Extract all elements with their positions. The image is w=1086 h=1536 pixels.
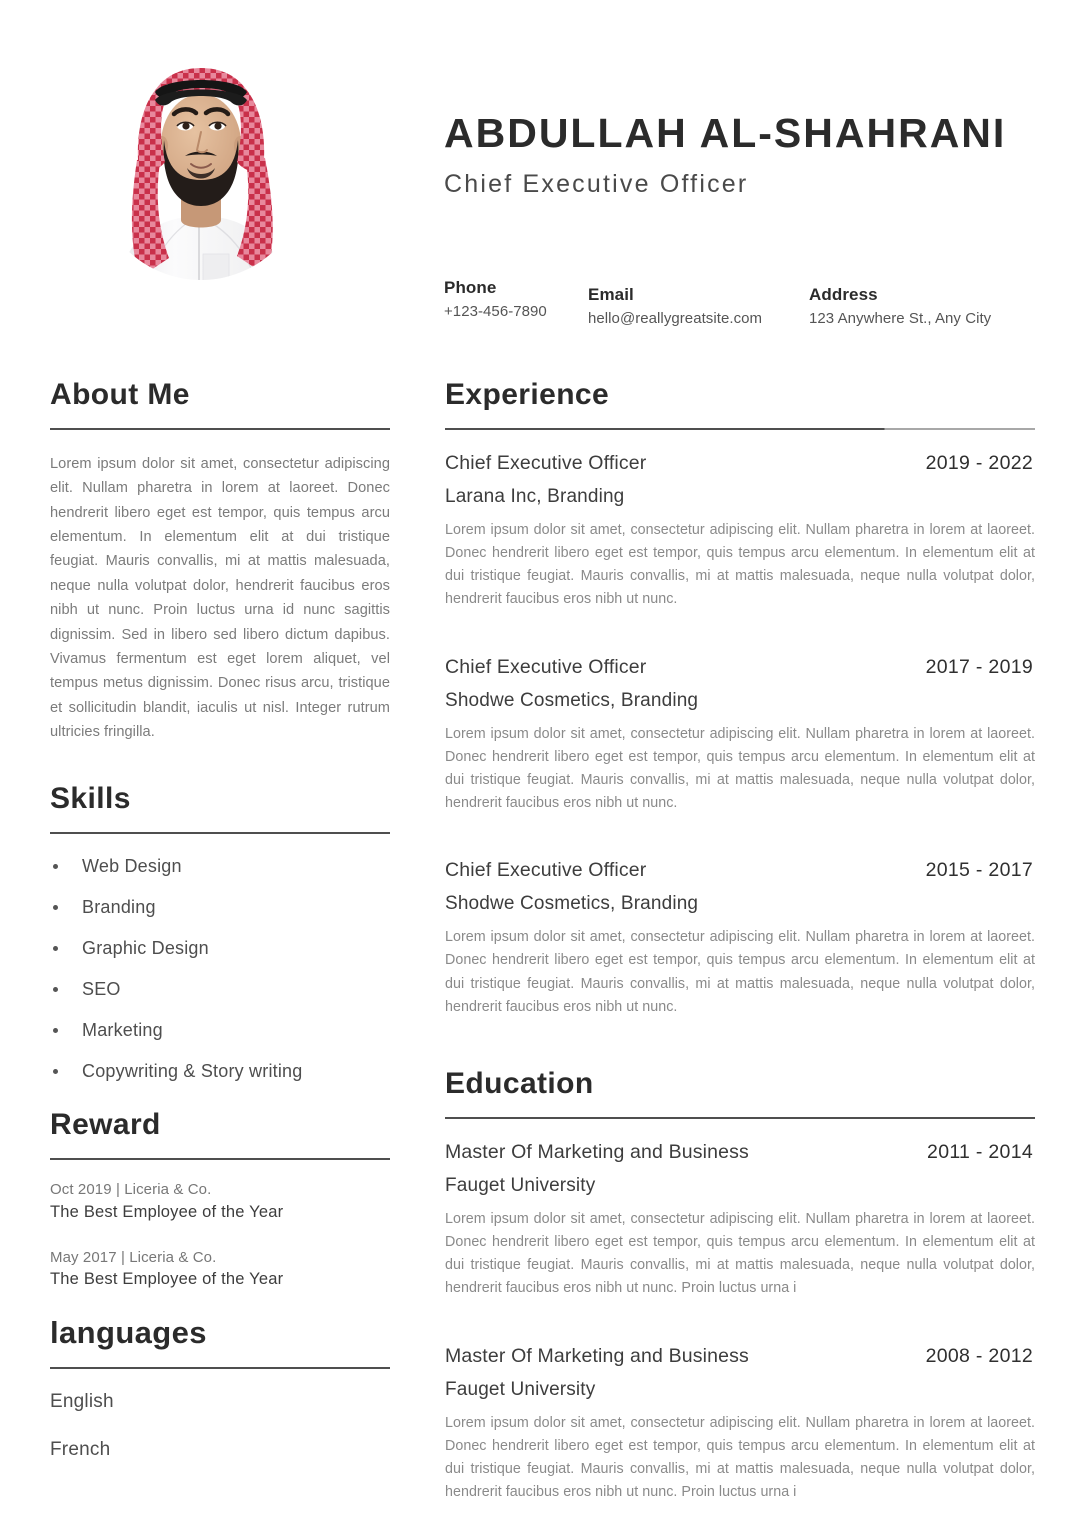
languages-divider xyxy=(50,1367,390,1369)
page-title: ABDULLAH AL-SHAHRANI xyxy=(444,110,1007,156)
skills-heading: Skills xyxy=(50,782,131,816)
entry-role: Chief Executive Officer xyxy=(445,859,647,882)
list-item: Branding xyxy=(50,897,390,918)
entry-organization: Shodwe Cosmetics, Branding xyxy=(445,689,699,711)
reward-divider xyxy=(50,1158,390,1160)
main-column xyxy=(445,378,1035,1532)
section-skills xyxy=(50,782,390,1082)
contact-info xyxy=(444,276,1044,336)
entry-organization: Shodwe Cosmetics, Branding xyxy=(445,893,699,915)
entry-role: Chief Executive Officer xyxy=(445,452,647,474)
spacer xyxy=(445,843,1035,859)
about-me-text: Lorem ipsum dolor sit amet, consectetur adipiscing elit. Nullam pharetra in lorem at laoreet. Donec hendrerit libero eget est tempor, quis tempus arcu elementum. In elementum elit at dui tristique feugiat. Mauris convallis, mi at mattis malesuada, neque nulla volutpat dolor, hendrerit faucibus eros nibh ut nunc. Proin luctus urna id nunc sagittis dignissim. Sed in libero sed libero dictum dapibus. Vivamus fermentum est eget lorem aliquet, vel tempus metus dignissim. Donec risus arcu, tristique et sollicitudin blandit, iaculis ut nisl. Integer rutrum ultricies fringilla. xyxy=(50,456,390,740)
skills-divider xyxy=(50,832,390,834)
list-item: SEO xyxy=(50,979,390,1000)
experience-heading: Experience xyxy=(445,378,610,411)
experience-entry xyxy=(445,859,1035,1019)
entry-role: Chief Executive Officer xyxy=(445,655,647,678)
education-heading: Education xyxy=(445,1066,594,1100)
education-list xyxy=(445,1141,1035,1504)
name-block xyxy=(444,112,1044,199)
entry-institution: Fauget University xyxy=(445,1174,596,1196)
section-about-me xyxy=(50,378,390,744)
entry-header xyxy=(445,656,1035,679)
job-title: Chief Executive Officer xyxy=(444,170,749,199)
list-item: Marketing xyxy=(50,1020,390,1041)
list-item: English xyxy=(50,1391,114,1413)
languages-list xyxy=(50,1391,390,1461)
spacer xyxy=(445,1329,1035,1345)
languages-heading: languages xyxy=(50,1315,207,1351)
reward-heading: Reward xyxy=(50,1108,161,1142)
entry-header xyxy=(445,1345,1035,1368)
education-divider xyxy=(445,1117,1035,1119)
section-reward xyxy=(50,1108,390,1290)
experience-entry xyxy=(445,452,1035,612)
entry-description: Lorem ipsum dolor sit amet, consectetur adipiscing elit. Nullam pharetra in lorem at laoreet. Donec hendrerit libero eget est tempor, quis tempus arcu elementum. In elementum elit at dui tristique feugiat. Mauris convallis, mi at mattis malesuada, neque nulla volutpat dolor, hendrerit faucibus eros nibh ut nunc. xyxy=(445,725,1035,812)
contact-email xyxy=(588,285,762,327)
sidebar-column xyxy=(50,378,390,1487)
section-education xyxy=(445,1067,1035,1504)
list-item: French xyxy=(50,1439,111,1461)
about-me-heading: About Me xyxy=(50,378,190,411)
reward-list xyxy=(50,1180,390,1290)
list-item: Web Design xyxy=(50,856,390,877)
entry-description: Lorem ipsum dolor sit amet, consectetur adipiscing elit. Nullam pharetra in lorem at laoreet. Donec hendrerit libero eget est tempor, quis tempus arcu elementum. In elementum elit at dui tristique feugiat. Mauris convallis, mi at mattis malesuada, neque nulla volutpat dolor, hendrerit faucibus eros nibh ut nunc. Proin luctus urna i xyxy=(445,1210,1035,1297)
list-item: Graphic Design xyxy=(50,938,390,959)
contact-email-value[interactable]: hello@reallygreatsite.com xyxy=(588,310,763,327)
contact-phone-value[interactable]: +123-456-7890 xyxy=(444,303,547,320)
entry-degree: Master Of Marketing and Business xyxy=(445,1344,749,1367)
experience-list xyxy=(445,452,1035,1019)
contact-address-label: Address xyxy=(809,285,878,304)
contact-phone-label: Phone xyxy=(444,278,497,297)
education-entry xyxy=(445,1345,1035,1505)
contact-phone xyxy=(444,278,547,320)
entry-date: 2011 - 2014 xyxy=(927,1140,1033,1163)
entry-description: Lorem ipsum dolor sit amet, consectetur adipiscing elit. Nullam pharetra in lorem at laoreet. Donec hendrerit libero eget est tempor, quis tempus arcu elementum. In elementum elit at dui tristique feugiat. Mauris convallis, mi at mattis malesuada, neque nulla volutpat dolor, hendrerit faucibus eros nibh ut nunc. Proin luctus urna i xyxy=(445,1414,1035,1500)
skills-list xyxy=(50,856,390,1082)
experience-entry xyxy=(445,656,1035,816)
about-me-divider xyxy=(50,428,390,430)
list-item xyxy=(50,1180,390,1223)
entry-date: 2008 - 2012 xyxy=(925,1344,1033,1367)
entry-degree: Master Of Marketing and Business xyxy=(445,1140,749,1163)
education-entry xyxy=(445,1141,1035,1301)
reward-title: The Best Employee of the Year xyxy=(50,1270,284,1289)
section-experience xyxy=(445,378,1035,1019)
entry-header xyxy=(445,1141,1035,1164)
resume-header xyxy=(0,0,1086,360)
contact-email-label: Email xyxy=(588,285,634,304)
section-languages xyxy=(50,1316,390,1461)
experience-divider xyxy=(445,428,1035,430)
entry-organization: Larana Inc, Branding xyxy=(445,486,625,507)
entry-header xyxy=(445,859,1035,882)
contact-address xyxy=(809,285,991,327)
list-item: Copywriting & Story writing xyxy=(50,1061,390,1082)
entry-date: 2019 - 2022 xyxy=(925,452,1033,474)
list-item xyxy=(50,1248,390,1291)
avatar xyxy=(95,40,307,308)
entry-description: Lorem ipsum dolor sit amet, consectetur adipiscing elit. Nullam pharetra in lorem at laoreet. Donec hendrerit libero eget est tempor, quis tempus arcu elementum. In elementum elit at dui tristique feugiat. Mauris convallis, mi at mattis malesuada, neque nulla volutpat dolor, hendrerit faucibus eros nibh ut nunc. xyxy=(445,929,1035,1015)
entry-date: 2017 - 2019 xyxy=(925,655,1033,678)
reward-meta: Oct 2019 | Liceria & Co. xyxy=(50,1181,212,1199)
spacer xyxy=(445,640,1035,656)
entry-header xyxy=(445,452,1035,475)
reward-meta: May 2017 | Liceria & Co. xyxy=(50,1248,217,1266)
contact-address-value: 123 Anywhere St., Any City xyxy=(809,310,992,327)
entry-description: Lorem ipsum dolor sit amet, consectetur adipiscing elit. Nullam pharetra in lorem at laoreet. Donec hendrerit libero eget est tempor, quis tempus arcu elementum. In elementum elit at dui tristique feugiat. Mauris convallis, mi at mattis malesuada, neque nulla volutpat dolor, hendrerit faucibus eros nibh ut nunc. xyxy=(445,522,1035,608)
entry-institution: Fauget University xyxy=(445,1378,596,1400)
profile-photo-illustration xyxy=(95,40,307,308)
reward-title: The Best Employee of the Year xyxy=(50,1202,284,1221)
entry-date: 2015 - 2017 xyxy=(925,859,1033,882)
